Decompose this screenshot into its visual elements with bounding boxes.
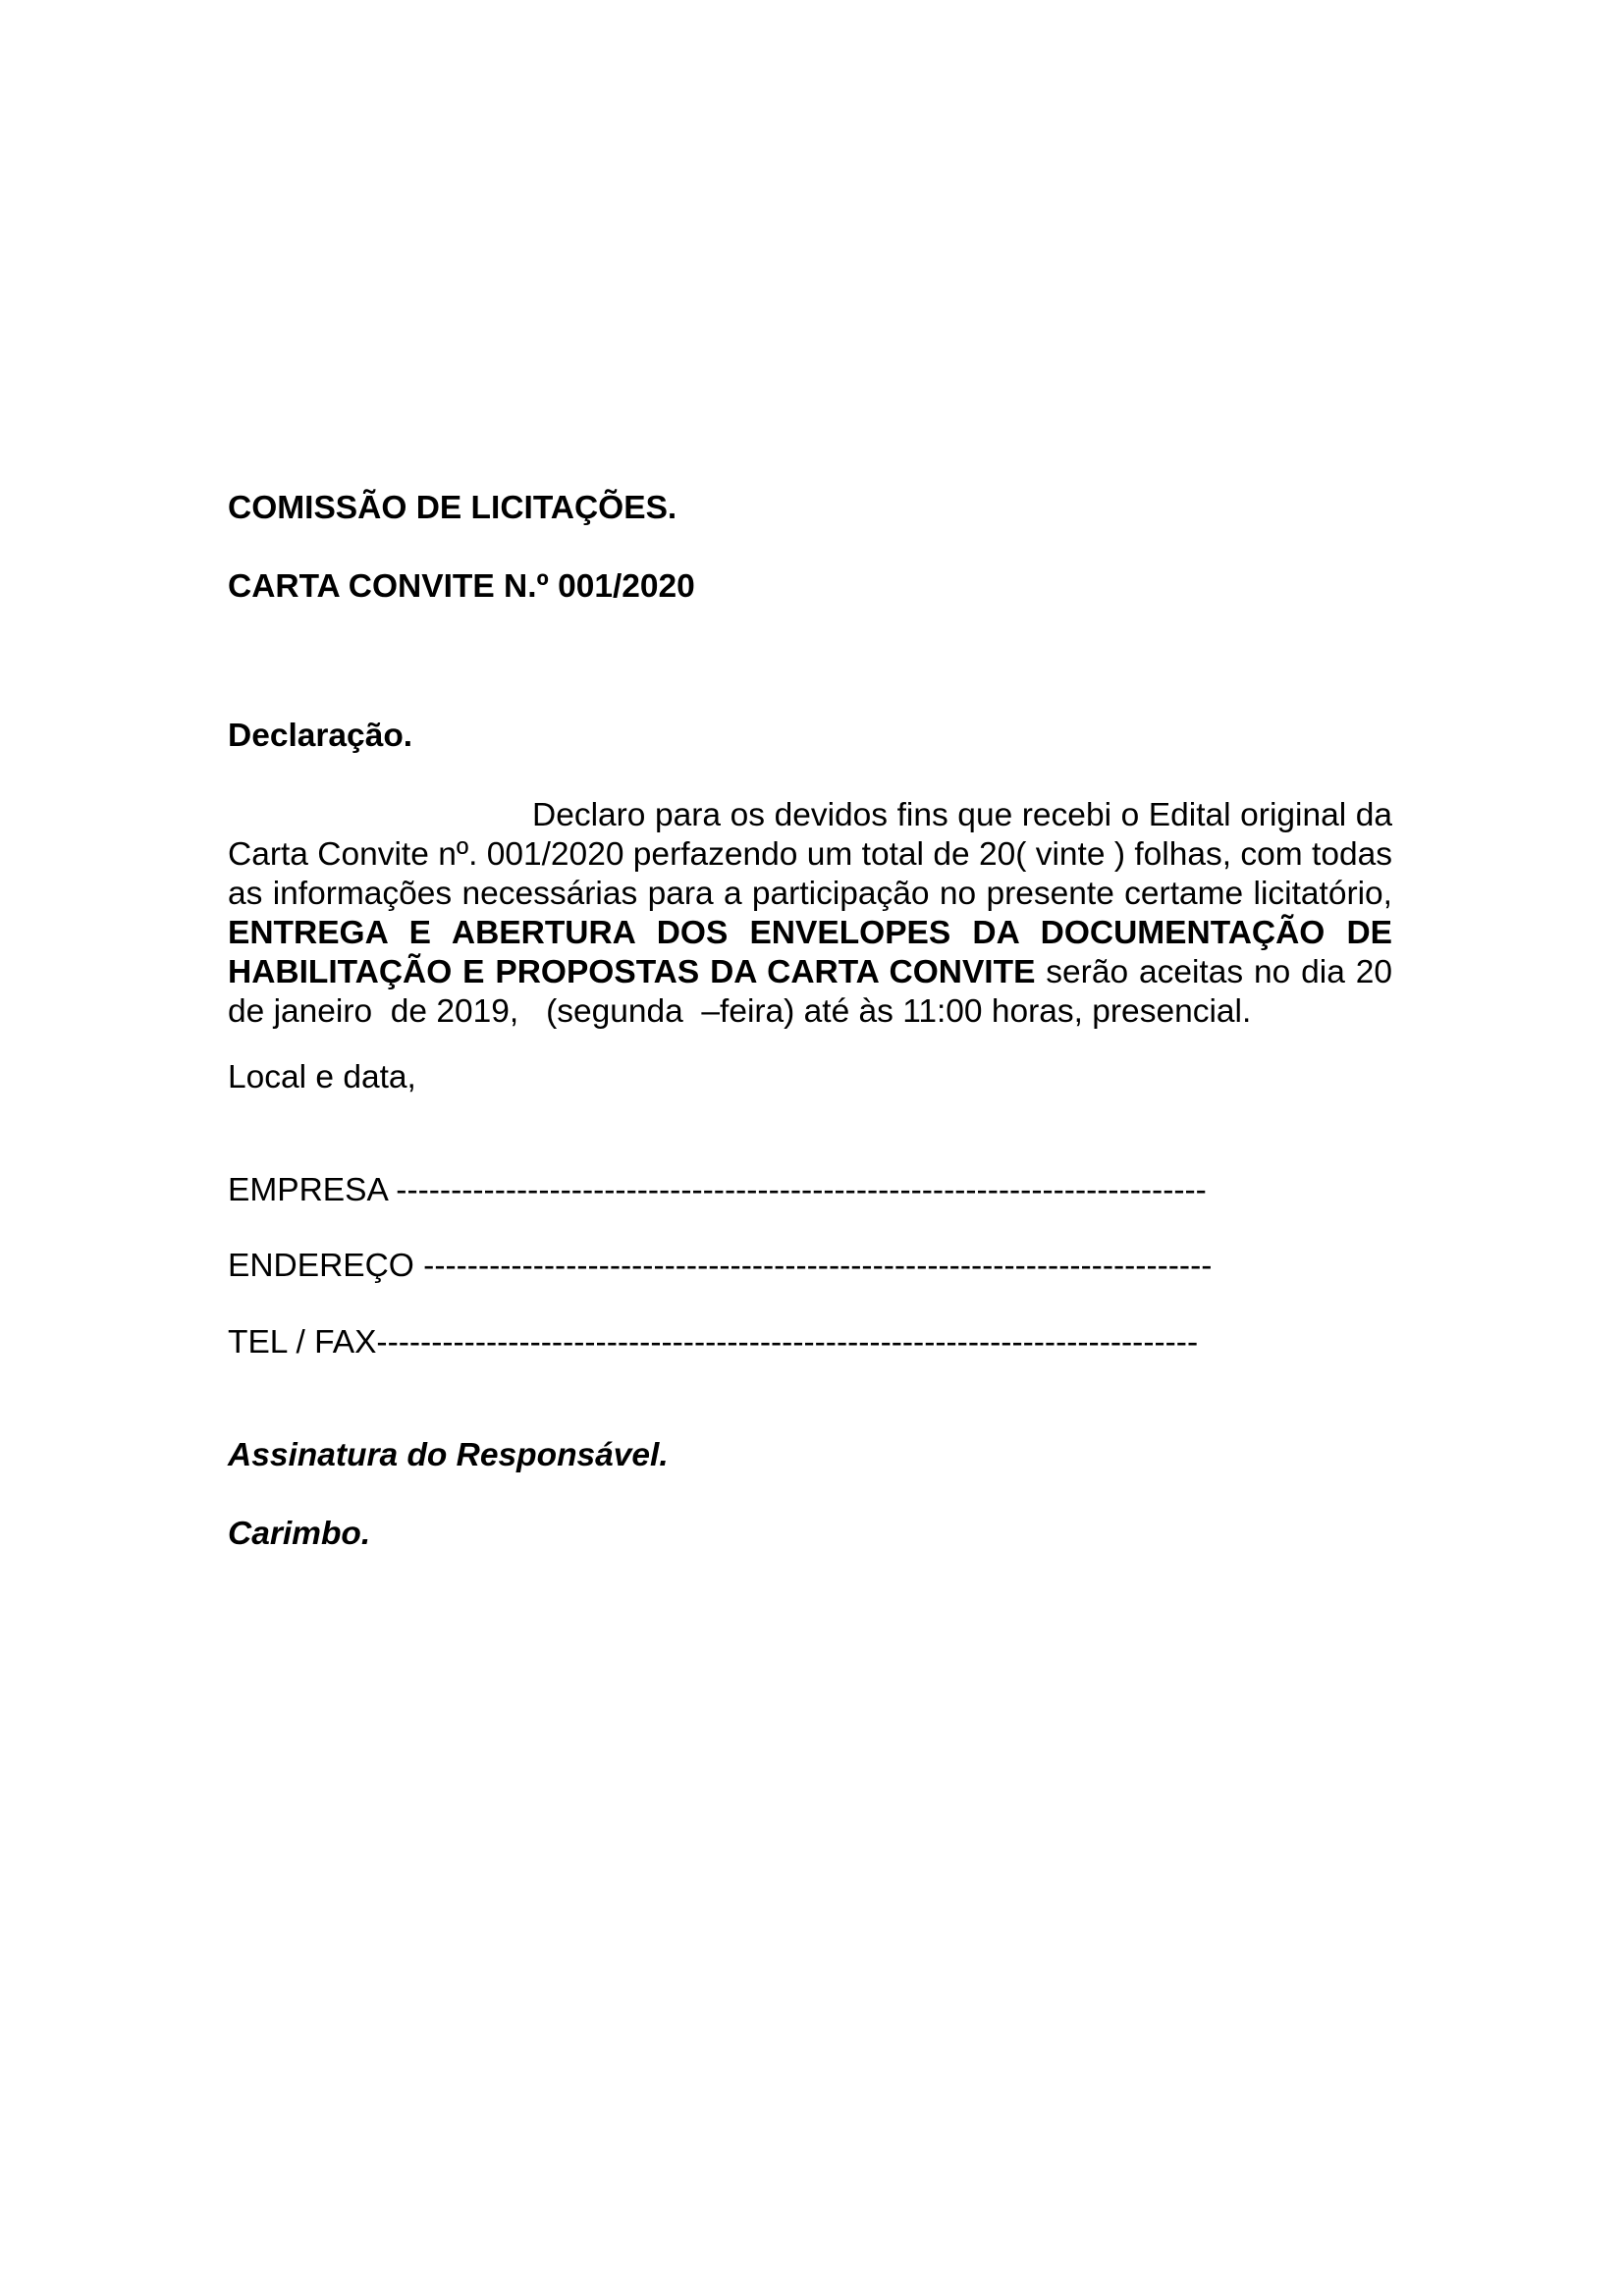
field-tel-fax bbox=[228, 1323, 1392, 1362]
declaration-paragraph bbox=[228, 796, 1392, 1032]
document-title-commission: COMISSÃO DE LICITAÇÕES. bbox=[228, 490, 677, 526]
stamp-label: Carimbo. bbox=[228, 1516, 371, 1552]
field-empresa bbox=[228, 1171, 1392, 1210]
paragraph-line-6: de janeiro de 2019, (segunda –feira) até às 11:00 horas, presencial. bbox=[228, 993, 1252, 1030]
paragraph-line-5 bbox=[228, 953, 1392, 992]
local-e-data-label: Local e data, bbox=[228, 1059, 416, 1095]
paragraph-line-5-normal-segment: serão aceitas no dia 20 bbox=[1035, 954, 1392, 990]
paragraph-line-3: as informações necessárias para a participação no presente certame licitatório, bbox=[228, 876, 1392, 912]
paragraph-line-1: Declaro para os devidos fins que recebi o Edital original da bbox=[532, 797, 1392, 833]
field-endereco bbox=[228, 1247, 1392, 1286]
dashed-fill-line-tel-fax: --------------------------------------------------------------------------- bbox=[376, 1324, 1199, 1361]
signature-responsible-label: Assinatura do Responsável. bbox=[228, 1437, 669, 1473]
field-label-endereco: ENDEREÇO bbox=[228, 1248, 414, 1284]
paragraph-line-5-bold-segment: HABILITAÇÃO E PROPOSTAS DA CARTA CONVITE bbox=[228, 954, 1036, 990]
dashed-fill-line-empresa: -------------------------------------------------------------------------- bbox=[386, 1172, 1207, 1208]
field-label-tel-fax: TEL / FAX bbox=[228, 1324, 377, 1361]
dashed-fill-line-endereco: ------------------------------------------------------------------------ bbox=[413, 1248, 1213, 1284]
document-title-carta-convite-number: CARTA CONVITE N.º 001/2020 bbox=[228, 568, 695, 605]
paragraph-line-4-bold: ENTREGA E ABERTURA DOS ENVELOPES DA DOCUMENTAÇÃO DE bbox=[228, 915, 1392, 951]
paragraph-line-2: Carta Convite nº. 001/2020 perfazendo um total de 20( vinte ) folhas, com todas bbox=[228, 836, 1392, 873]
field-label-empresa: EMPRESA bbox=[228, 1172, 387, 1208]
section-heading-declaracao: Declaração. bbox=[228, 718, 413, 754]
